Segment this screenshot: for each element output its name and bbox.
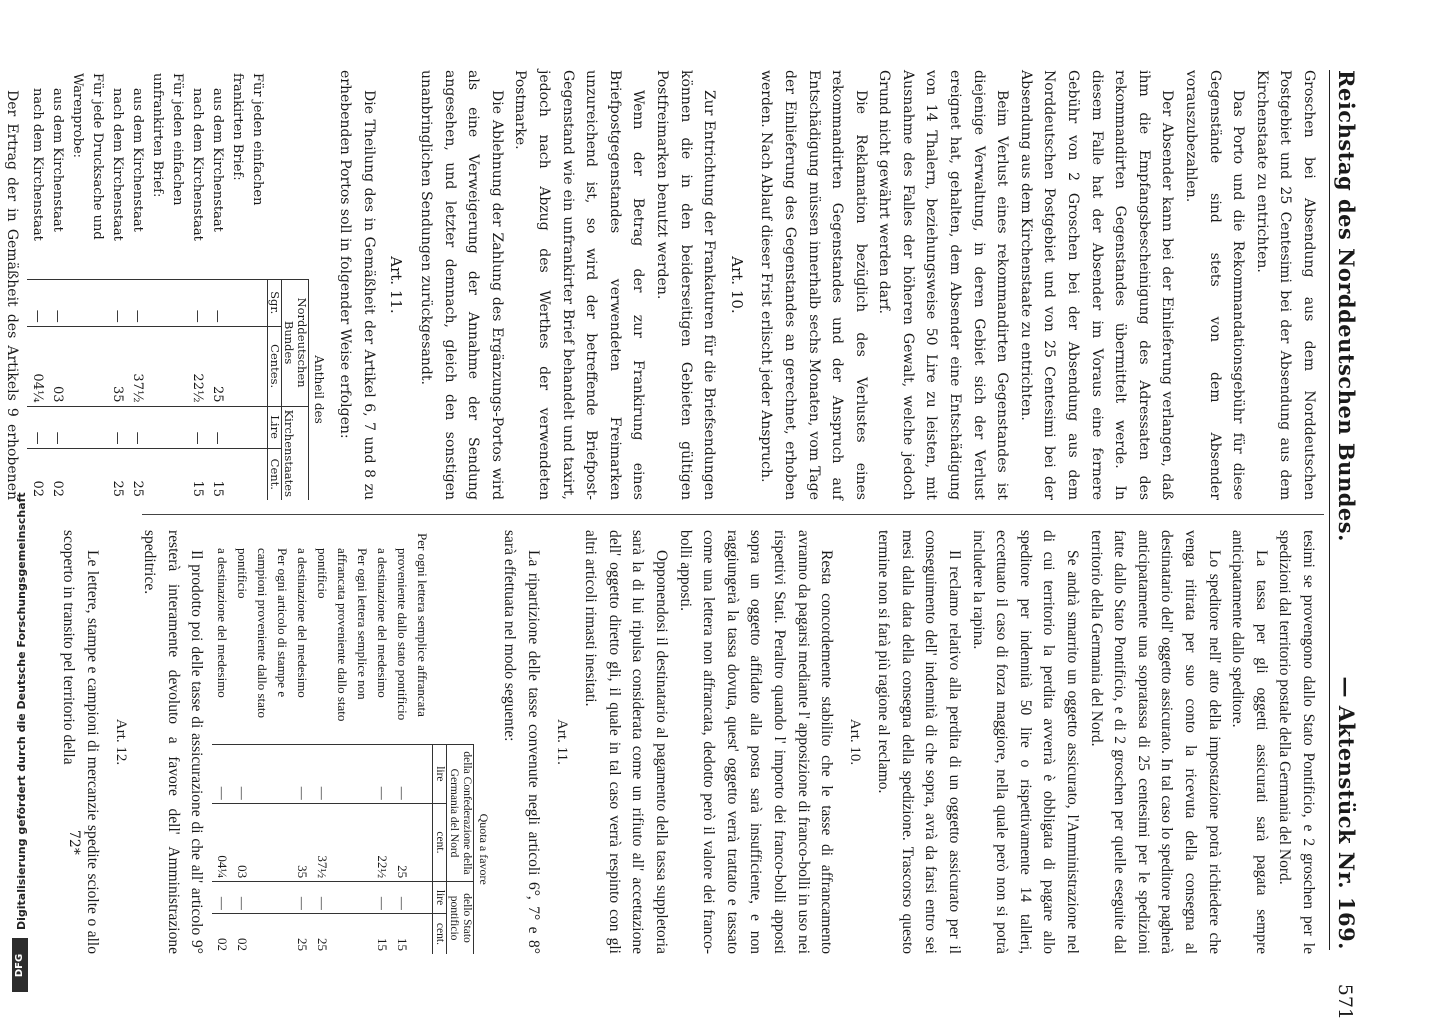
table-unit: lire xyxy=(432,744,446,803)
row-value xyxy=(227,406,267,448)
row-value xyxy=(227,326,267,406)
table-unit: lire xyxy=(432,882,446,914)
german-paragraph: Das Porto und die Rekommandationsgebühr für diese Gegenstände sind stets von dem Absender vorauszubezahlen. xyxy=(1183,70,1247,500)
row-value: — xyxy=(392,882,412,914)
german-paragraph: Die Theilung des in Gemäßheit der Artikel 6, 7 und 8 zu erhebenden Portos soll in folgender Weise erfolgen: xyxy=(337,70,377,500)
row-value: 25 xyxy=(392,803,412,881)
row-value: 37½ xyxy=(127,326,147,406)
row-value: 03 xyxy=(47,326,67,406)
table-unit: cent. xyxy=(432,913,446,954)
row-value: 35 xyxy=(292,803,312,881)
italian-paragraph: Resta concordemente stabilito che le tasse di affrancamento avranno da pagarsi mediante l' apposizione di franco-bolli in uso nei rispettivi Stati. Peraltro quando l' importo dei franco-bolli apposti sopra un oggetto affidato alla posta sarà insufficiente, e non raggiungerà la tassa dovuta, quest' oggetto verrà trattato e tassato come una lettera non affrancata, dedotto però il valore dei franco-bolli apposti. xyxy=(676,530,836,954)
row-value: — xyxy=(27,406,47,448)
row-value: 15 xyxy=(392,913,412,954)
german-paragraph: Beim Verlust eines rekommandirten Gegenstandes ist diejenige Verwaltung, in deren Gebiet sich der Verlust ereignet hat, gehalten, dem Absender eine Entschädigung von 14 Thalern, beziehungsweise 50 Lire zu leisten, mit Ausnahme des Falles der höheren Gewalt, welche jedoch Grund nicht gewährt werden darf. xyxy=(876,70,1011,500)
german-paragraph: Der Ertrag der in Gemäßheit des Artikels 9 erhobenen xyxy=(4,90,21,500)
page-number: 571 xyxy=(1334,983,1356,1020)
row-value: 25 xyxy=(207,326,227,406)
row-value: — xyxy=(127,279,147,326)
row-label: a destinazione del medesimo xyxy=(215,548,231,698)
row-value: — xyxy=(312,882,372,914)
italian-paragraph: Lo speditore nell' atto della impostazione potrà richiedere che venga ritirata per suo conto la ricevuta della consegna al destinatario dell' oggetto assicurato. In tal caso lo speditore pagherà anticipatamente una sopratassa di 25 centesimi per le spedizioni fatte dallo Stato Pontificio, e di 2 groschen per quelle eseguite dal territorio della Germania del Nord. xyxy=(1087,530,1223,954)
row-label: aus dem Kirchenstaat xyxy=(130,88,146,232)
row-value: 15 xyxy=(187,448,207,500)
row-label: Per ogni lettera semplice affrancata xyxy=(415,533,431,717)
row-value xyxy=(147,279,187,326)
table-unit: cent. xyxy=(432,803,446,881)
italian-paragraph: Le lettere, stampe e campioni di mercanzie spedite sciolte o allo scoperto in transito pel territorio della xyxy=(60,530,101,954)
row-value: — xyxy=(127,406,147,448)
table-row xyxy=(187,70,207,500)
row-value: — xyxy=(372,882,392,914)
german-paragraph: Wenn der Betrag der zur Frankirung eines Briefpostgegenstandes verwendeten Freimarken unzureichend ist, so wird der betreffende Briefpost-Gegenstand wie ein unfrankirter Brief behandelt und taxirt, jedoch nach Abzug des Werthes der verwendeten Postmarke. xyxy=(512,70,647,500)
table-row xyxy=(207,70,227,500)
row-label: a destinazione del medesimo xyxy=(375,548,391,698)
table-unit: Centes. xyxy=(267,326,281,406)
german-table-body xyxy=(27,70,267,500)
table-title: Quota a favore xyxy=(473,744,494,954)
table-row xyxy=(107,70,127,500)
row-value xyxy=(67,279,107,326)
german-share-table xyxy=(27,70,329,500)
row-value xyxy=(227,448,267,500)
row-value: — xyxy=(107,406,127,448)
row-label: Für jede Drucksache und Warenprobe: xyxy=(70,73,106,240)
row-value: — xyxy=(372,744,392,803)
row-value: 22½ xyxy=(372,803,392,881)
row-value: 04¼ xyxy=(212,803,232,881)
row-value: 25 xyxy=(127,448,147,500)
article-heading: Art. 11. xyxy=(387,256,406,314)
row-value: 03 xyxy=(232,803,292,881)
row-value: — xyxy=(292,882,312,914)
table-row xyxy=(232,530,292,954)
header-left-title: Reichstag des Norddeutschen Bundes. xyxy=(1334,70,1359,542)
german-paragraph: Die Ablehnung der Zahlung des Ergänzungs-Portos wird als eine Verweigerung der Annahme der Sendung angesehen, und letzter demnach, gleich den sonstigen unanbringlichen Sendungen zurückgesandt. xyxy=(418,70,505,500)
italian-paragraph: La tassa per gli oggetti assicurati sarà pagata sempre anticipatamente dallo speditore. xyxy=(1229,530,1270,954)
row-value xyxy=(147,406,187,448)
row-value: 25 xyxy=(292,913,312,954)
dfg-logo xyxy=(12,938,28,992)
table-row xyxy=(127,70,147,500)
table-row xyxy=(292,530,312,954)
italian-share-table xyxy=(212,530,494,954)
row-value xyxy=(67,448,107,500)
row-value: — xyxy=(312,744,372,803)
credit-text: Digitalisierung gefördert durch die Deutsche Forschungsgemeinschaft xyxy=(15,492,28,930)
table-column-header: della Confederazione della Germania del Nord xyxy=(446,744,473,881)
row-value: — xyxy=(187,406,207,448)
row-value: 35 xyxy=(107,326,127,406)
row-value: — xyxy=(292,744,312,803)
italian-paragraph: Il prodotto poi delle tasse di assicurazione di che all' articolo 9° resterà interamente devoluto a favore dell' Amministrazione speditrice. xyxy=(141,530,206,954)
row-value: — xyxy=(212,882,232,914)
row-value: — xyxy=(47,406,67,448)
row-value: — xyxy=(27,279,47,326)
table-row xyxy=(212,530,232,954)
row-value: 37½ xyxy=(312,803,372,881)
german-column xyxy=(4,70,1320,500)
digitization-credit xyxy=(8,0,32,1000)
row-label: nach dem Kirchenstaat xyxy=(110,88,126,241)
row-label: a destinazione del medesimo xyxy=(295,548,311,698)
row-label: proveniente dallo stato pontificio xyxy=(395,548,411,721)
header-right-title: — Aktenstück Nr. 169. xyxy=(1334,676,1359,950)
row-value xyxy=(67,406,107,448)
table-column-header: dello Stato pontificio xyxy=(446,882,473,954)
row-label: Für jeden einfachen unfrankirten Brief: xyxy=(150,73,186,206)
german-paragraph: Zur Entrichtung der Frankaturen für die Briefsendungen können die in den beiderseitigen Gebieten gültigen Postfreimarken benutzt werden. xyxy=(653,70,718,500)
row-value xyxy=(147,448,187,500)
german-paragraph: Die Reklamation bezüglich des Verlustes eines rekommandirten Gegenstandes und der Anspruch auf Entschädigung müssen innerhalb sechs Monaten, vom Tage der Einlieferung des Gegenstandes an gerechnet, erhoben werden. Nach Ablauf dieser Frist erlischt jeder Anspruch. xyxy=(758,70,869,500)
row-value xyxy=(412,803,432,881)
article-heading: Art. 12. xyxy=(112,718,129,766)
table-unit: Cent. xyxy=(267,448,281,500)
row-value: — xyxy=(47,279,67,326)
row-value xyxy=(227,279,267,326)
row-label: aus dem Kirchenstaat xyxy=(210,88,226,232)
row-value xyxy=(412,882,432,914)
german-paragraph: Der Absender kann bei der Einlieferung verlangen, daß ihm die Empfangsbescheinigung des Adressaten des rekommandirten Gegenstandes übermittelt werde. In diesem Falle hat der Absender im Voraus eine fernere Gebühr von 2 Groschen bei der Absendung aus dem Norddeutschen Postgebiet und von 25 Centesimi bei der Absendung aus dem Kirchenstaate zu entrichten. xyxy=(1017,70,1176,500)
dfg-logo-text: DFG xyxy=(14,953,26,977)
table-unit: Lire xyxy=(267,406,281,448)
table-column-header: Norddeutschen Bundes xyxy=(281,279,308,406)
column-divider xyxy=(142,514,1324,515)
row-value: 15 xyxy=(372,913,392,954)
row-label: Per ogni articolo di stampe e campioni proveniente dallo stato pontificio xyxy=(235,548,291,719)
table-title: Antheil des xyxy=(308,279,329,500)
row-value: — xyxy=(107,279,127,326)
german-paragraph: Groschen bei Absendung aus dem Norddeutschen Postgebiet und 25 Centesimi bei der Absendung aus dem Kirchenstaate zu entrichten. xyxy=(1253,70,1317,500)
running-header xyxy=(1329,70,1376,1020)
row-value: — xyxy=(232,882,292,914)
row-value: — xyxy=(207,279,227,326)
row-label: nach dem Kirchenstaat xyxy=(30,88,46,241)
row-value: — xyxy=(187,279,207,326)
row-value xyxy=(147,326,187,406)
italian-paragraph: tesimi se provengono dallo Stato Pontificio, e 2 groschen per le spedizioni dal territorio postale della Germania del Nord. xyxy=(1276,530,1317,954)
table-unit: Sgr. xyxy=(267,279,281,326)
row-value xyxy=(412,744,432,803)
row-value: 22½ xyxy=(187,326,207,406)
table-column-header: Kirchenstaates xyxy=(281,406,308,500)
row-value: — xyxy=(212,744,232,803)
row-label: Für jeden einfachen frankirten Brief: xyxy=(230,73,266,206)
table-row xyxy=(372,530,392,954)
table-row xyxy=(392,530,412,954)
footer-mark: 72* xyxy=(66,830,82,855)
row-value: 25 xyxy=(312,913,372,954)
italian-paragraph: Il reclamo relativo alla perdita di un oggetto assicurato per il conseguimento dell' indennità di che sopra, avrà da farsi entro sei mesi dalla data della consegna della spedizione. Trascorso questo termine non si farà più ragione al reclamo. xyxy=(875,530,964,954)
row-value: 02 xyxy=(27,448,47,500)
table-row xyxy=(227,70,267,500)
table-row xyxy=(47,70,67,500)
row-value: 02 xyxy=(47,448,67,500)
row-value: 04¼ xyxy=(27,326,47,406)
italian-paragraph: Opponendosi il destinatario al pagamento della tassa suppletoria sarà la di lui ripulsa considerata come un rifiuto all' accettazione dell' oggetto diretto gli, il quale in tal caso verrà respinto con gli altri articoli rimasti inesitati. xyxy=(582,530,670,954)
row-value: 15 xyxy=(207,448,227,500)
row-value: 02 xyxy=(232,913,292,954)
table-row xyxy=(312,530,372,954)
row-value: — xyxy=(207,406,227,448)
article-heading: Art. 10. xyxy=(727,256,746,314)
row-value xyxy=(67,326,107,406)
row-label: aus dem Kirchenstaat xyxy=(50,88,66,232)
row-value: 25 xyxy=(107,448,127,500)
table-row xyxy=(412,530,432,954)
row-value xyxy=(412,913,432,954)
row-label: Per ogni lettera semplice non affrancata proveniente dallo stato pontificio xyxy=(315,548,371,722)
italian-paragraph: La ripartizione delle tasse convenute negli articoli 6°, 7° e 8° sarà effettuata nel modo seguente: xyxy=(501,530,542,954)
italian-table-body xyxy=(212,530,432,954)
row-value: 02 xyxy=(212,913,232,954)
row-label: nach dem Kirchenstaat xyxy=(190,88,206,241)
table-row xyxy=(147,70,187,500)
table-row xyxy=(67,70,107,500)
article-heading: Art. 10. xyxy=(846,718,863,766)
row-value: — xyxy=(232,744,292,803)
italian-paragraph: Se andrà smarrito un oggetto assicurato, l'Amministrazione nel di cui territorio la perdita avverrà è obbligata di pagare allo speditore per indennità 50 lire o rispettivamente 14 talleri, eccettuato il caso di forza maggiore, nella quale però non si potrà includere la rapina. xyxy=(969,530,1082,954)
article-heading: Art. 11. xyxy=(553,719,570,765)
row-value: — xyxy=(392,744,412,803)
